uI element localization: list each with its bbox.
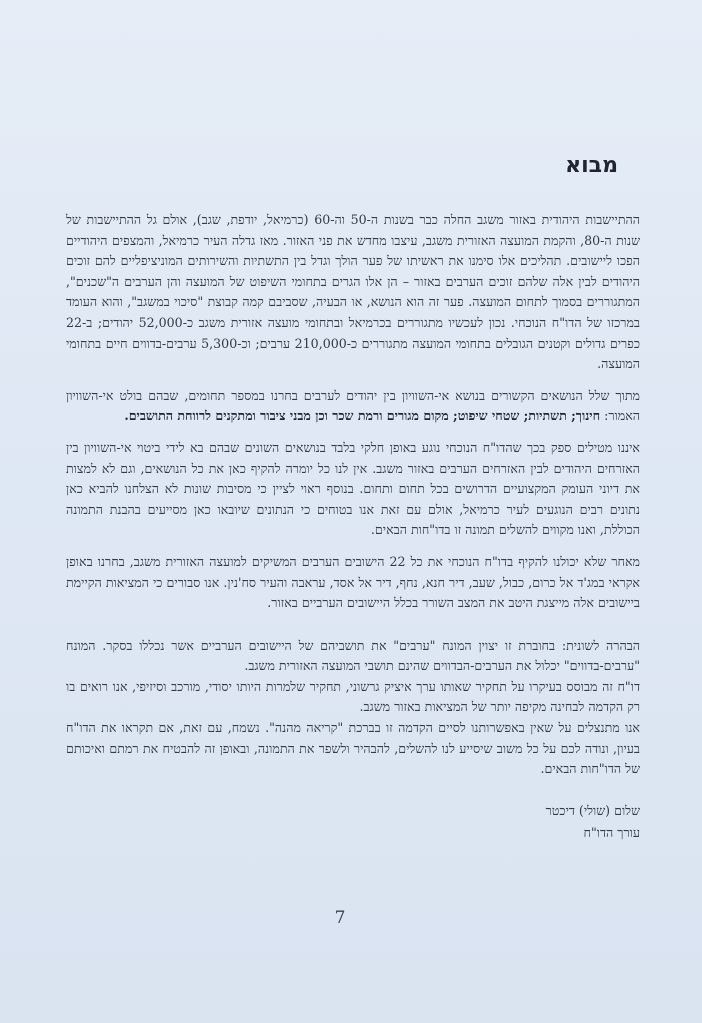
- paragraph-language-note: הבהרה לשונית: בחוברת זו יצוין המונח "ערבים" את תושביהם של היישובים הערביים אשר נכללו בסקר. המונח "ערבים-בדווים" יכלול את הערבים-הבדווים שהינם תושבי המועצה האזורית משגב.: [66, 637, 640, 674]
- paragraph-villages: מאחר שלא יכולנו להקיף בדו"ח הנוכחי את כל 22 הישובים הערבים המשיקים למועצה האזורית משגב, בחרנו באופן אקראי במג'ד אל כרום, כבול, שעב, דיר חנא, נחף, דיר אל אסד, עראבה והעיר סח'נין. אנו סבורים כי המציאות הקיימת ביישובים אלה מייצגת היטב את המצב השורר בכלל היישובים הערביים באזור.: [66, 553, 641, 611]
- paragraph-background: ההתיישבות היהודית באזור משגב החלה כבר בשנות ה-50 וה-60 (כרמיאל, יודפת, שגב), אולם גל ההתיישבות של שנות ה-80, והקמת המועצה האזורית משגב, עיצבו מחדש את פני האזור. מאז גדלה העיר כרמיאל, והמצפים היהודיים הפכו ליישובים. תהליכים אלו סימנו את ראשיתו של פער הולך וגדל בין התשתיות והשירותים המוניציפליים להם זוכים היהודים לבין אלה שלהם זוכים הערבים באזור – הן אלו הגרים בתחומי השיפוט של המועצה והן הערבים ה"שכנים", המתגוררים בסמוך לתחום המועצה. פער זה הוא הנושא, או הבעיה, שסביבם קמה קבוצת "סיכוי במשגב", והוא העומד במרכזו של הדו"ח הנוכחי. נכון לעכשיו מתגוררים בכרמיאל ובתחומי מועצה אזורית משגב כ-52,000 יהודים; ב-22 כפרים גדולים וקטנים הגובלים בתחומי המועצה מתגוררים כ-210,000 ערבים; וכ-5,300 ערבים-בדווים חיים בתחומי המועצה.: [66, 212, 640, 372]
- paragraph-scope: איננו מטילים ספק בכך שהדו"ח הנוכחי נוגע באופן חלקי בלבד בנושאים השונים שבהם בא לידי ביטוי אי-השוויון בין האזרחים היהודים לבין האזרחים הערבים באזור משגב. אין לנו כל יומרה להקיף כאן את כל הנושאים, וגם לא למצות את דיוני העומק המקצועיים הדרושים בכל תחום ותחום. בנוסף ראוי לציין כי מסיבות שונות לא הצלחנו להביא כאן נתונים רבים הנוגעים לעיר כרמיאל, אולם עם זאת אנו בטוחים כי הנתונים שיובאו כאן מסייעים בהבנת התמונה הכוללת, ואנו מקווים להשלים תמונה זו בדו"חות הבאים.: [66, 439, 640, 538]
- paragraph-topics: [66, 386, 640, 427]
- signature-block: [66, 800, 640, 844]
- signature-role: עורך הדו"ח: [583, 824, 640, 840]
- paragraph-research: דו"ח זה מבוסס בעיקרו על תחקיר שאותו ערך איציק גרשוני, תחקיר שלמרות היותו יסודי, מורכב וסיזיפי, אנו רואים בו רק הקדמה לבחינה מקיפה יותר של המציאות באזור משגב.: [66, 678, 640, 715]
- topics-list: חינוך; תשתיות; שטחי שיפוט; מקום מגורים ורמת שכר וכן מבני ציבור ומתקנים לרווחת התושבים.: [124, 408, 601, 424]
- paragraph-closing: אנו מתנצלים על שאין באפשרותנו לסיים הקדמה זו בברכת "קריאה מהנה". נשמח, עם זאת, אם תקראו את הדו"ח בעיון, ונודה לכם על כל משוב שיסייע לנו להשלים, להבהיר ולשפר את התמונה, ובאופן זה להבטיח את רמתם ואיכותם של הדו"חות הבאים.: [66, 720, 640, 777]
- topics-intro: מתוך שלל הנושאים הקשורים בנושא אי-השוויון בין יהודים לערבים בחרנו במספר תחומים, שבהם בולט אי-השוויון האמור:: [66, 387, 640, 424]
- signature-name: שלום (שולי) דיכטר: [545, 802, 640, 818]
- page-number: 7: [334, 908, 346, 928]
- intro-body: [66, 210, 640, 844]
- page-title: מבוא: [565, 153, 618, 178]
